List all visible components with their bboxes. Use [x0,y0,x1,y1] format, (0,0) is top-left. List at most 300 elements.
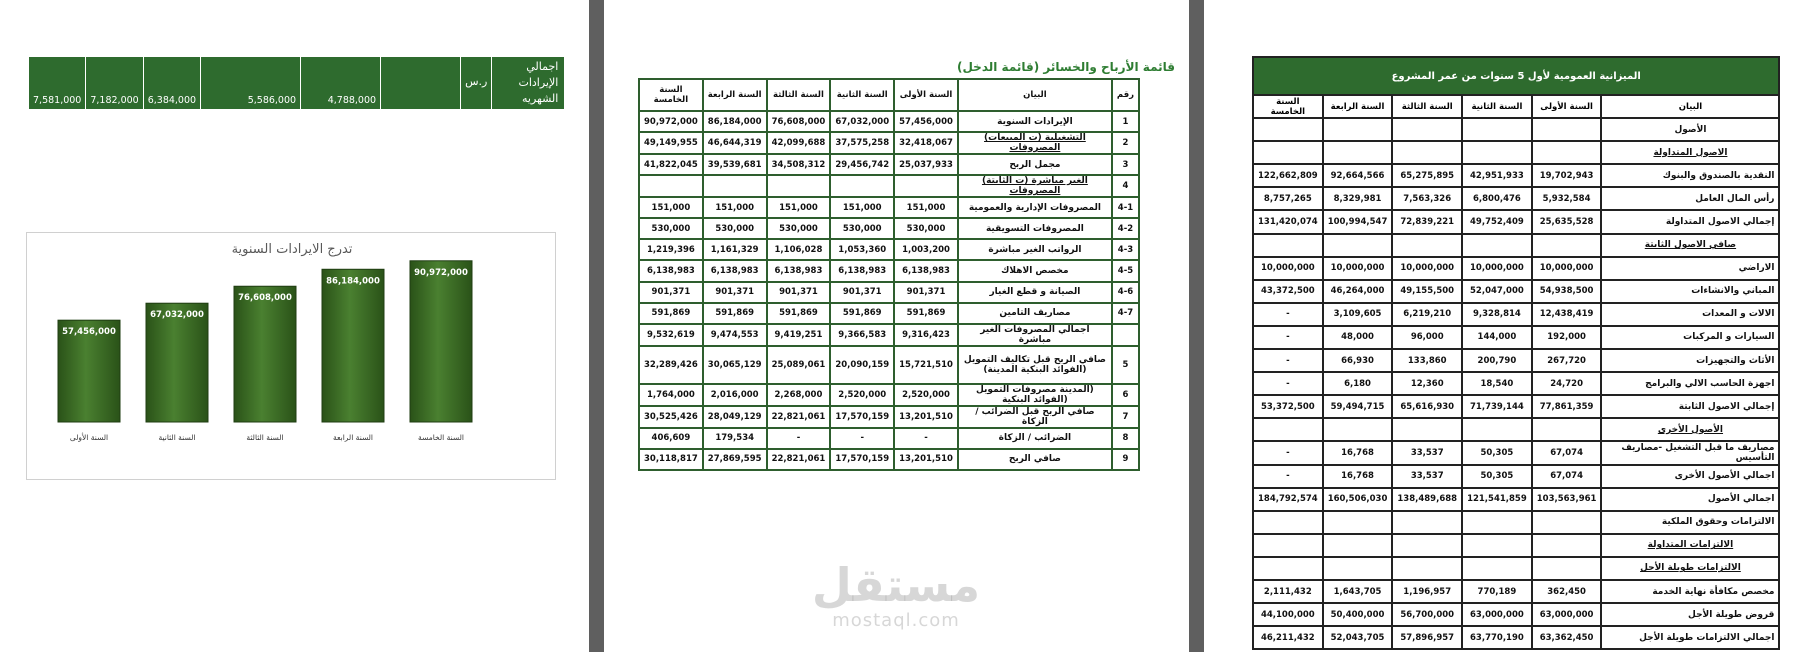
chart-canvas [27,233,557,481]
value-cell [1253,234,1323,257]
table-row [1253,626,1779,649]
value-cell [1323,557,1393,580]
value-cell: 131,420,074 [1253,210,1323,233]
table-row [1253,488,1779,511]
watermark-latin: mostaql.com [832,610,960,631]
value-cell: 32,289,426 [639,346,703,384]
col-header: البيان [958,79,1112,111]
row-description: الأثاث والتجهيزات [1601,349,1779,372]
col-header: السنة الخامسة [639,79,703,111]
row-description: الأصول الأخرى [1601,418,1779,441]
bars-group [58,261,472,442]
table-row [639,324,1139,346]
row-description: السيارات و المركبات [1601,326,1779,349]
value-cell: 17,570,159 [830,406,894,428]
value-cell: 6,219,210 [1392,303,1462,326]
row-description: قروض طويلة الأجل [1601,603,1779,626]
value-cell: 53,372,500 [1253,395,1323,418]
monthly-revenue-row [29,57,565,110]
bar-value-label: 86,184,000 [326,276,380,287]
row-number: 9 [1112,449,1139,470]
row-description: مخصص الاهلاك [958,260,1112,281]
value-cell: 17,570,159 [830,449,894,470]
row-description: صافي الربح قبل تكاليف التمويل (الفوائد البنكية المدينة) [958,346,1112,384]
value-cell: 267,720 [1532,349,1602,372]
value-cell: 22,821,061 [767,406,831,428]
row-description: صافي الربح [958,449,1112,470]
value-cell: 770,189 [1462,580,1532,603]
value-cell: 1,106,028 [767,239,831,260]
value-cell: 901,371 [894,282,958,303]
table-row [1253,441,1779,464]
value-cell: 151,000 [703,197,767,218]
row-description: الاراضي [1601,257,1779,280]
row-description: المصروفات التسويقية [958,218,1112,239]
table-row [1253,580,1779,603]
value-cell: 6,138,983 [830,260,894,281]
value-cell [1253,557,1323,580]
value-cell [703,175,767,197]
value-cell: 406,609 [639,428,703,449]
bar-value-label: 90,972,000 [414,267,468,278]
value-cell [1392,511,1462,534]
value-cell: 5,932,584 [1532,187,1602,210]
income-statement-table [638,78,1140,471]
row-description: مصاريف ما قبل التشغيل -مصاريف التأسيس [1601,441,1779,464]
value-cell: 49,155,500 [1392,280,1462,303]
value-cell: 6,138,983 [639,260,703,281]
income-statement-page [604,0,1189,652]
col-header: السنة الثانية [830,79,894,111]
row-description: مصاريف التامين [958,303,1112,324]
value-cell: 9,316,423 [894,324,958,346]
table-row [1253,210,1779,233]
value-cell: 46,211,432 [1253,626,1323,649]
value-cell: 8,757,265 [1253,187,1323,210]
table-row [639,303,1139,324]
row-description: الاصول المتداولة [1601,141,1779,164]
value-cell: 10,000,000 [1532,257,1602,280]
row-description: اجمالي الأصول الأخرى [1601,465,1779,488]
value-cell: 12,360 [1392,372,1462,395]
value-cell: 18,540 [1462,372,1532,395]
value-cell: 65,616,930 [1392,395,1462,418]
revenue-cell-2: 5,586,000 [201,57,301,110]
value-cell: 7,563,326 [1392,187,1462,210]
value-cell: 71,739,144 [1462,395,1532,418]
value-cell: 30,525,426 [639,406,703,428]
value-cell: 591,869 [639,303,703,324]
value-cell: 19,702,943 [1532,164,1602,187]
row-description: الالتزامات المتداولة [1601,534,1779,557]
value-cell [1323,511,1393,534]
table-row [639,111,1139,132]
value-cell: 30,065,129 [703,346,767,384]
table-row [1253,280,1779,303]
value-cell: 591,869 [894,303,958,324]
table-row [639,154,1139,175]
table-row [639,384,1139,406]
bar-value-label: 76,608,000 [238,293,292,304]
value-cell: 530,000 [767,218,831,239]
bar-value-label: 67,032,000 [150,310,204,321]
row-description: اجهزة الحاسب الالي والبرامج [1601,372,1779,395]
value-cell: 151,000 [767,197,831,218]
row-number: 8 [1112,428,1139,449]
table-row [1253,187,1779,210]
table-row [639,132,1139,154]
value-cell: 10,000,000 [1323,257,1393,280]
table-row [1253,349,1779,372]
value-cell [1253,141,1323,164]
balance-sheet-title: الميزانية العمومية لأول 5 سنوات من عمر المشروع [1253,57,1779,95]
value-cell [1462,557,1532,580]
value-cell [1392,118,1462,141]
table-row [639,346,1139,384]
value-cell [1392,534,1462,557]
value-cell: 10,000,000 [1462,257,1532,280]
value-cell: 103,563,961 [1532,488,1602,511]
value-cell: - [894,428,958,449]
revenue-empty-cell [381,57,461,110]
row-description: الغير مباشرة (ت الثابتة) المصروفات [958,175,1112,197]
value-cell: 72,839,221 [1392,210,1462,233]
row-description: المباني والانشاءات [1601,280,1779,303]
table-row [1253,326,1779,349]
value-cell: 28,049,129 [703,406,767,428]
value-cell: 13,201,510 [894,449,958,470]
value-cell: 50,305 [1462,441,1532,464]
value-cell: 151,000 [639,197,703,218]
value-cell: 901,371 [767,282,831,303]
value-cell [1392,234,1462,257]
balance-sheet-page [1204,0,1797,652]
value-cell: 48,000 [1323,326,1393,349]
value-cell [1532,511,1602,534]
value-cell: 49,149,955 [639,132,703,154]
row-number [1112,324,1139,346]
value-cell [639,175,703,197]
value-cell [1323,234,1393,257]
row-description: الالتزامات طويلة الأجل [1601,557,1779,580]
value-cell [1392,141,1462,164]
value-cell: 66,930 [1323,349,1393,372]
revenue-cell-5: 7,581,000 [29,57,86,110]
value-cell [1462,141,1532,164]
value-cell: 57,896,957 [1392,626,1462,649]
value-cell: 901,371 [703,282,767,303]
income-statement-title: قائمة الأرباح والخسائر (قائمة الدخل) [956,60,1175,74]
table-row [639,175,1139,197]
value-cell: - [830,428,894,449]
value-cell: 144,000 [1462,326,1532,349]
row-number: 4-7 [1112,303,1139,324]
value-cell: 63,770,190 [1462,626,1532,649]
table-row [1253,534,1779,557]
value-cell [1532,234,1602,257]
value-cell: 10,000,000 [1392,257,1462,280]
value-cell: 184,792,574 [1253,488,1323,511]
value-cell: 530,000 [639,218,703,239]
value-cell: 9,419,251 [767,324,831,346]
value-cell [767,175,831,197]
value-cell: 42,951,933 [1462,164,1532,187]
table-row [1253,557,1779,580]
table-row [1253,418,1779,441]
value-cell: 16,768 [1323,465,1393,488]
value-cell: 530,000 [703,218,767,239]
row-description: الرواتب الغير مباشرة [958,239,1112,260]
page-divider [1189,0,1204,652]
col-header: رقم [1112,79,1139,111]
value-cell: - [1253,441,1323,464]
value-cell: 133,860 [1392,349,1462,372]
value-cell [1392,418,1462,441]
row-description: (المدينة مصروفات التمويل (الفوائد البنكية [958,384,1112,406]
value-cell: 901,371 [639,282,703,303]
row-description: اجمالي المصروفات الغير مباشرة [958,324,1112,346]
value-cell: 16,768 [1323,441,1393,464]
value-cell: 24,720 [1532,372,1602,395]
value-cell: 192,000 [1532,326,1602,349]
table-row [1253,141,1779,164]
row-description: إجمالي الاصول الثابتة [1601,395,1779,418]
value-cell: 92,664,566 [1323,164,1393,187]
value-cell [1532,418,1602,441]
value-cell: 901,371 [830,282,894,303]
bar-2 [146,303,208,422]
value-cell: 6,138,983 [767,260,831,281]
value-cell: - [1253,372,1323,395]
value-cell [1323,534,1393,557]
value-cell: 100,994,547 [1323,210,1393,233]
value-cell: 46,644,319 [703,132,767,154]
value-cell: - [1253,465,1323,488]
value-cell [1392,557,1462,580]
value-cell: 54,938,500 [1532,280,1602,303]
value-cell: 30,118,817 [639,449,703,470]
value-cell [1532,534,1602,557]
col-header: السنة الرابعة [1323,95,1393,118]
monthly-revenue-label: اجمالي الإيرادات الشهريه [492,57,565,110]
row-number: 6 [1112,384,1139,406]
value-cell: 67,074 [1532,465,1602,488]
value-cell: 56,700,000 [1392,603,1462,626]
currency-label: ر.س [461,57,492,110]
value-cell: 15,721,510 [894,346,958,384]
category-label: السنة الثالثة [246,433,284,442]
col-header: السنة الأولى [894,79,958,111]
value-cell: 530,000 [894,218,958,239]
col-header: السنة الثالثة [1392,95,1462,118]
value-cell [1462,534,1532,557]
value-cell: 41,822,045 [639,154,703,175]
value-cell: 33,537 [1392,465,1462,488]
value-cell: 25,089,061 [767,346,831,384]
row-description: التشغيلية (ت المبيعات) المصروفات [958,132,1112,154]
value-cell: 13,201,510 [894,406,958,428]
value-cell: 10,000,000 [1253,257,1323,280]
row-description: الإيرادات السنوية [958,111,1112,132]
annual-revenue-chart [26,232,556,480]
value-cell: 1,003,200 [894,239,958,260]
value-cell [1253,534,1323,557]
value-cell: 12,438,419 [1532,303,1602,326]
value-cell: 530,000 [830,218,894,239]
category-label: السنة الرابعة [332,433,374,442]
value-cell: 2,268,000 [767,384,831,406]
col-header: السنة الرابعة [703,79,767,111]
income-header-row [639,79,1139,111]
value-cell [1323,118,1393,141]
row-description: اجمالي الأصول [1601,488,1779,511]
value-cell: 121,541,859 [1462,488,1532,511]
row-number: 1 [1112,111,1139,132]
value-cell: 63,362,450 [1532,626,1602,649]
table-row [639,239,1139,260]
value-cell: 362,450 [1532,580,1602,603]
value-cell: 37,575,258 [830,132,894,154]
row-description: الضرائب / الزكاة [958,428,1112,449]
row-number: 4-3 [1112,239,1139,260]
value-cell: 77,861,359 [1532,395,1602,418]
row-number: 4 [1112,175,1139,197]
value-cell [1462,511,1532,534]
value-cell: 151,000 [830,197,894,218]
value-cell: 9,366,583 [830,324,894,346]
value-cell: 179,534 [703,428,767,449]
value-cell [894,175,958,197]
row-description: اجمالي الالتزامات طويلة الأجل [1601,626,1779,649]
value-cell: 2,520,000 [894,384,958,406]
table-row [1253,234,1779,257]
col-header: السنة الأولى [1532,95,1602,118]
value-cell: 86,184,000 [703,111,767,132]
value-cell: 59,494,715 [1323,395,1393,418]
balance-header-row [1253,95,1779,118]
value-cell: 6,180 [1323,372,1393,395]
row-description: الالتزامات وحقوق الملكية [1601,511,1779,534]
revenue-cell-3: 6,384,000 [143,57,200,110]
row-description: الأصول [1601,118,1779,141]
table-row [1253,257,1779,280]
value-cell: 76,608,000 [767,111,831,132]
row-number: 4-6 [1112,282,1139,303]
value-cell: 39,539,681 [703,154,767,175]
value-cell: 8,329,981 [1323,187,1393,210]
row-number: 4-1 [1112,197,1139,218]
value-cell: 63,000,000 [1532,603,1602,626]
value-cell: 122,662,809 [1253,164,1323,187]
row-description: صافي الاصول الثابتة [1601,234,1779,257]
table-row [639,428,1139,449]
row-description: مخصص مكافأة نهاية الخدمة [1601,580,1779,603]
table-row [639,197,1139,218]
value-cell [1462,418,1532,441]
value-cell: 1,764,000 [639,384,703,406]
value-cell: 67,032,000 [830,111,894,132]
value-cell: 20,090,159 [830,346,894,384]
value-cell: 1,161,329 [703,239,767,260]
value-cell: 29,456,742 [830,154,894,175]
value-cell [1532,141,1602,164]
value-cell: 34,508,312 [767,154,831,175]
value-cell [1253,418,1323,441]
revenue-cell-4: 7,182,000 [86,57,143,110]
value-cell: 151,000 [894,197,958,218]
row-description: رأس المال العامل [1601,187,1779,210]
value-cell: 138,489,688 [1392,488,1462,511]
row-number: 7 [1112,406,1139,428]
value-cell: 6,138,983 [894,260,958,281]
value-cell: 52,043,705 [1323,626,1393,649]
value-cell: 9,474,553 [703,324,767,346]
value-cell: 22,821,061 [767,449,831,470]
category-label: السنة الأولى [69,433,109,442]
value-cell [830,175,894,197]
value-cell: 32,418,067 [894,132,958,154]
bar-value-label: 57,456,000 [62,327,116,338]
value-cell: - [1253,326,1323,349]
value-cell: 52,047,000 [1462,280,1532,303]
value-cell: 96,000 [1392,326,1462,349]
balance-title-row [1253,57,1779,95]
value-cell: 42,099,688 [767,132,831,154]
bar-4 [322,269,384,422]
value-cell: 2,520,000 [830,384,894,406]
table-row [1253,511,1779,534]
value-cell: 67,074 [1532,441,1602,464]
value-cell: 591,869 [703,303,767,324]
table-row [639,260,1139,281]
row-description: الالات و المعدات [1601,303,1779,326]
row-number: 3 [1112,154,1139,175]
value-cell: 65,275,895 [1392,164,1462,187]
table-row [639,282,1139,303]
value-cell [1253,118,1323,141]
bar-5 [410,261,472,422]
value-cell: 63,000,000 [1462,603,1532,626]
value-cell: 6,138,983 [703,260,767,281]
table-row [1253,395,1779,418]
row-number: 2 [1112,132,1139,154]
row-description: الصيانة و قطع الغيار [958,282,1112,303]
value-cell: 591,869 [830,303,894,324]
value-cell: 33,537 [1392,441,1462,464]
value-cell [1323,141,1393,164]
value-cell: 9,328,814 [1462,303,1532,326]
value-cell: 1,196,957 [1392,580,1462,603]
row-description: النقدية بالصندوق والبنوك [1601,164,1779,187]
mostaql-watermark [806,560,986,631]
value-cell: 2,111,432 [1253,580,1323,603]
value-cell: 27,869,595 [703,449,767,470]
value-cell: 57,456,000 [894,111,958,132]
value-cell: 1,643,705 [1323,580,1393,603]
value-cell: 25,037,933 [894,154,958,175]
value-cell: 160,506,030 [1323,488,1393,511]
value-cell: 25,635,528 [1532,210,1602,233]
value-cell [1323,418,1393,441]
value-cell: 43,372,500 [1253,280,1323,303]
row-description: إجمالي الاصول المتداولة [1601,210,1779,233]
value-cell: 46,264,000 [1323,280,1393,303]
table-row [1253,118,1779,141]
table-row [639,406,1139,428]
category-label: السنة الخامسة [418,433,464,442]
value-cell: 9,532,619 [639,324,703,346]
col-header: السنة الثالثة [767,79,831,111]
